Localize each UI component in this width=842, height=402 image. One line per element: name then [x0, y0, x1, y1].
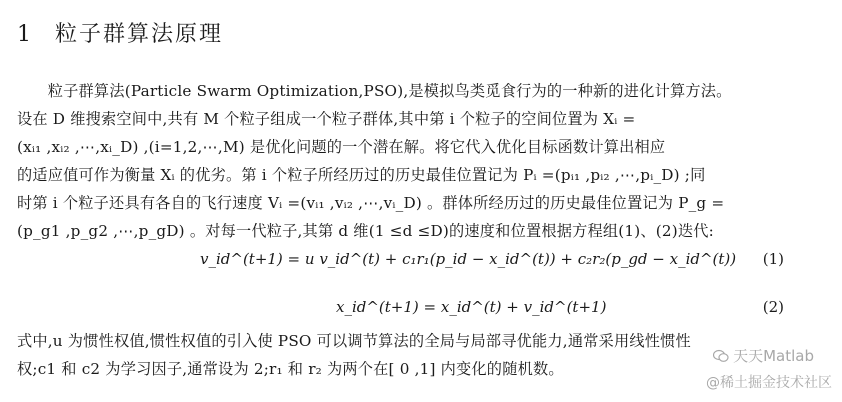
- watermark-account: [713, 345, 814, 366]
- wechat-icon: [713, 349, 729, 363]
- paragraph-line: 式中,u 为惯性权值,惯性权值的引入使 PSO 可以调节算法的全局与局部寻优能力,通常采用线性惯性: [17, 332, 691, 350]
- equation-number: (1): [762, 250, 784, 268]
- paragraph-line: (xᵢ₁ ,xᵢ₂ ,⋯,xᵢ_D) ,(i=1,2,⋯,M) 是优化问题的一个潜在解。将它代入优化目标函数计算出相应: [17, 138, 666, 156]
- equation-velocity: v_id^(t+1) = u v_id^(t) + c₁r₁(p_id − x_id^(t)) + c₂r₂(p_gd − x_id^(t)): [200, 250, 737, 268]
- section-heading: [17, 17, 223, 48]
- paragraph-line: (p_g1 ,p_g2 ,⋯,p_gD) 。对每一代粒子,其第 d 维(1 ≤d ≤D)的速度和位置根据方程组(1)、(2)迭代:: [17, 222, 714, 240]
- paragraph-line: 权;c1 和 c2 为学习因子,通常设为 2;r₁ 和 r₂ 为两个在[ 0 ,1] 内变化的随机数。: [17, 360, 564, 378]
- watermark-account-name: 天天Matlab: [733, 347, 814, 365]
- equation-position: x_id^(t+1) = x_id^(t) + v_id^(t+1): [336, 298, 607, 316]
- watermark-site: @稀土掘金技术社区: [706, 375, 832, 391]
- paragraph-line: 的适应值可作为衡量 Xᵢ 的优劣。第 i 个粒子所经历过的历史最佳位置记为 Pᵢ =(pᵢ₁ ,pᵢ₂ ,⋯,pᵢ_D) ;同: [17, 166, 706, 184]
- paragraph-line: 粒子群算法(Particle Swarm Optimization,PSO),是模拟鸟类觅食行为的一种新的进化计算方法。: [17, 82, 732, 100]
- section-title: 粒子群算法原理: [55, 22, 224, 47]
- paragraph-line: 设在 D 维搜索空间中,共有 M 个粒子组成一个粒子群体,其中第 i 个粒子的空间位置为 Xᵢ =: [17, 110, 636, 128]
- section-number: 1: [17, 22, 33, 47]
- equation-number: (2): [762, 298, 784, 316]
- paragraph-line: 时第 i 个粒子还具有各自的飞行速度 Vᵢ =(vᵢ₁ ,vᵢ₂ ,⋯,vᵢ_D) 。群体所经历过的历史最佳位置记为 P_g =: [17, 194, 725, 212]
